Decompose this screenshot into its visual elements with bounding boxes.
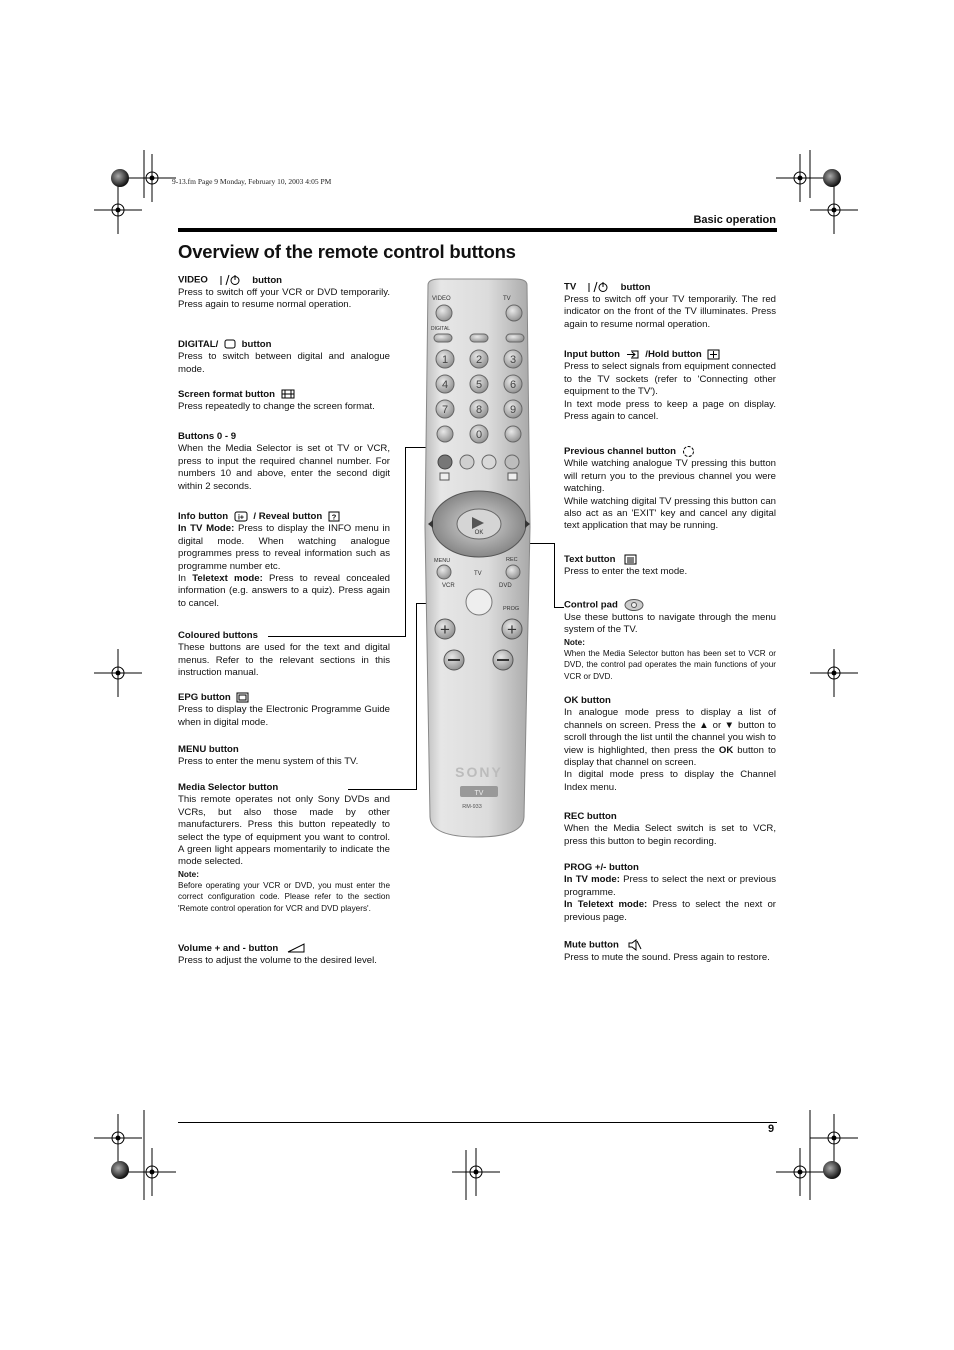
remote-epg-button[interactable] — [440, 473, 449, 480]
control-pad-section: Control pad Use these buttons to navigate through the menu system of the TV. Note: When the Media Selector button has been set to VCR or DVD, the control pad operates the main functions of your VCR or DVD. — [564, 599, 776, 681]
rec-description: When the Media Select switch is set to VCR, press this button to begin recording. — [564, 823, 776, 847]
previous-channel-description: While watching analogue TV pressing this button will return you to the previous channel you were watching. — [564, 458, 776, 495]
svg-text:i+: i+ — [237, 514, 244, 522]
leader-control-v — [554, 543, 555, 608]
screen-format-title: Screen format button — [178, 389, 276, 400]
leader-media-v — [416, 603, 417, 790]
svg-text:0: 0 — [475, 429, 483, 441]
input-description: Press to select signals from equipment connected to the TV sockets (refer to 'Connecting other equipment to the TV'). — [564, 361, 776, 398]
media-selector-section: Media Selector button This remote operates not only Sony DVDs and VCRs, but also those made by other manufacturers. Press this button repeatedly to select the type of equipment you want to control. A green light appears momentarily to indicate the mode selected. Note: Before operating your VCR or DVD, you must enter the correct configuration code. Please refer to the section 'Remote control operation for VCR and DVD players'. — [178, 782, 390, 913]
leader-coloured — [268, 636, 406, 637]
remote-dvd-label: DVD — [499, 583, 512, 589]
svg-text:+: + — [507, 620, 517, 639]
section-label: Basic operation — [693, 214, 776, 226]
svg-text:6: 6 — [509, 379, 517, 391]
svg-text:5: 5 — [475, 379, 483, 391]
media-selector-note: Before operating your VCR or DVD, you must enter the correct configuration code. Please refer to the section 'Remote control operation for VCR and DVD players'. — [178, 881, 390, 913]
rec-button-section — [564, 811, 776, 848]
svg-text:3: 3 — [509, 354, 517, 366]
buttons-0-9-section — [178, 431, 390, 493]
page-number: 9 — [768, 1123, 775, 1135]
epg-title: EPG button — [178, 692, 231, 704]
ok-button-section: OK button In analogue mode press to display a list of channels on screen. Press the ▲ or ▼ button to scroll through the list until the channel you wish to view is highlighted, then press the OK button to display that channel on screen. In digital mode press to display the Channel Index menu. — [564, 695, 777, 793]
mute-button-section — [564, 939, 776, 964]
svg-text:9: 9 — [509, 404, 517, 416]
left-column — [178, 0, 390, 1000]
text-icon — [624, 554, 637, 565]
screen-format-icon — [281, 389, 295, 399]
mute-description: Press to mute the sound. Press again to restore. — [564, 951, 770, 963]
ok-description: In analogue mode press to display a list of channels on screen. Press the ▲ or ▼ button to scroll through the list until the channel you wish to view is highlighted, then press the OK button to display that channel on screen. — [564, 707, 777, 769]
menu-description: Press to enter the menu system of this TV. — [178, 756, 359, 768]
control-pad-icon — [624, 599, 644, 611]
blue-button[interactable] — [505, 455, 519, 469]
digital-icon — [224, 339, 236, 349]
remote-video-power-button[interactable] — [436, 305, 452, 321]
leader-media — [348, 789, 417, 790]
info-icon — [234, 511, 248, 522]
svg-text:OK: OK — [474, 530, 484, 536]
remote-screen-format-button[interactable] — [470, 334, 488, 342]
control-pad-description: Use these buttons to navigate through the menu system of the TV. — [564, 611, 776, 636]
menu-button-section — [178, 744, 390, 769]
hold-icon — [707, 349, 720, 360]
footer-rule — [178, 1122, 777, 1123]
video-button-section: VIDEO button Press to switch off your VCR or DVD temporarily. Press again to resume normal operation. — [178, 274, 390, 311]
reveal-icon — [328, 511, 340, 522]
remote-control-illustration — [420, 277, 535, 842]
red-button[interactable] — [438, 455, 452, 469]
page-title: Overview of the remote control buttons — [178, 241, 516, 262]
screen-format-description: Press repeatedly to change the screen format. — [178, 401, 375, 413]
remote-menu-label: MENU — [434, 558, 451, 564]
remote-prog-label: PROG — [503, 606, 520, 612]
digital-description: Press to switch between digital and analogue mode. — [178, 351, 390, 375]
volume-title: Volume + and - button — [178, 943, 279, 954]
green-button[interactable] — [460, 455, 474, 469]
input-button-section: Input button /Hold button Press to select signals from equipment connected to the TV sockets (refer to 'Connecting other equipment to the TV'). In text mode press to keep a page on display. Press again to cancel. — [564, 349, 776, 423]
rec-title: REC button — [564, 811, 617, 822]
volume-icon — [287, 943, 305, 953]
input-icon — [626, 349, 640, 360]
svg-text:7: 7 — [441, 404, 449, 416]
remote-digital-label: DIGITAL — [431, 326, 451, 332]
remote-rec-label: REC — [506, 557, 518, 563]
leader-control-h — [554, 607, 564, 608]
prog-title: PROG +/- button — [564, 862, 639, 873]
power-icon — [587, 281, 609, 293]
digital-button-section: DIGITAL/ button Press to switch between digital and analogue mode. — [178, 339, 390, 375]
svg-text:?: ? — [331, 512, 337, 522]
file-info: 9-13.fm Page 9 Monday, February 10, 2003 4:05 PM — [172, 177, 332, 186]
video-description: Press to switch off your VCR or DVD temporarily. Press again to resume normal operation. — [178, 286, 390, 311]
power-icon — [219, 274, 241, 286]
remote-previous-channel-button[interactable] — [505, 426, 521, 442]
remote-rec-button[interactable] — [506, 565, 520, 579]
epg-button-section — [178, 692, 390, 729]
remote-video-label: VIDEO — [432, 296, 451, 302]
text-button-section — [564, 554, 776, 579]
svg-text:8: 8 — [475, 404, 483, 416]
prog-button-section: PROG +/- button In TV mode: Press to select the next or previous programme. In Teletext mode: Press to select the next or previous page. — [564, 862, 777, 923]
ok-title: OK button — [564, 695, 611, 706]
remote-input-button[interactable] — [506, 334, 524, 342]
previous-channel-title: Previous channel button — [564, 446, 676, 458]
menu-title: MENU button — [178, 744, 239, 755]
buttons-0-9-description: When the Media Selector is set ot TV or VCR, press to input the required channel number. For numbers 10 and above, enter the second digit within 2 seconds. — [178, 443, 390, 492]
volume-description: Press to adjust the volume to the desired level. — [178, 955, 377, 967]
video-title: VIDEO — [178, 274, 208, 286]
epg-icon — [236, 692, 249, 703]
remote-digital-button[interactable] — [434, 334, 452, 342]
down-arrow-icon: ▼ — [724, 719, 735, 731]
text-description: Press to enter the text mode. — [564, 566, 688, 578]
control-pad-note: When the Media Selector button has been set to VCR or DVD, the control pad operates the main functions of your VCR or DVD. — [564, 649, 776, 681]
coloured-buttons-section — [178, 630, 390, 680]
tv-button-section: TV button Press to switch off your TV temporarily. The red indicator on the front of the TV illuminates. Press again to resume normal operation. — [564, 281, 776, 330]
svg-text:+: + — [440, 620, 450, 639]
info-button-section: Info button i+ / Reveal button ? In TV Mode: Press to display the INFO menu in digital mode. When watching analogue programmes press to reveal information such as programme number etc. In Teletext mode: Press to reveal concealed information (e.g. answers to a quiz). Press again to cancel. — [178, 511, 391, 609]
previous-channel-section: Previous channel button While watching analogue TV pressing this button will return you to the previous channel you were watching. While watching digital TV pressing this button can also act as an 'EXIT' key and cancel any digital text application that may be running. — [564, 446, 776, 532]
tv-title: TV — [564, 281, 577, 293]
leader-buttons-0-9-v — [405, 447, 406, 637]
mute-icon — [628, 939, 642, 951]
previous-channel-icon — [682, 445, 695, 458]
remote-tv-mode-label: TV — [474, 571, 482, 577]
remote-tv-power-button[interactable] — [506, 305, 522, 321]
buttons-0-9-title: Buttons 0 - 9 — [178, 431, 237, 442]
remote-brand-logo: SONY — [455, 764, 503, 780]
yellow-button[interactable] — [482, 455, 496, 469]
remote-model: RM-933 — [462, 804, 482, 810]
remote-text-button[interactable] — [508, 473, 517, 480]
screen-format-section — [178, 389, 390, 414]
svg-text:4: 4 — [441, 379, 449, 391]
epg-description: Press to display the Electronic Programme Guide when in digital mode. — [178, 704, 390, 728]
volume-button-section — [178, 943, 390, 968]
mute-title: Mute button — [564, 939, 619, 951]
coloured-buttons-title: Coloured buttons — [178, 630, 258, 641]
remote-media-selector-button[interactable] — [466, 589, 492, 615]
coloured-buttons-description: These buttons are used for the text and digital menus. Refer to the relevant sections in this instruction manual. — [178, 642, 390, 679]
media-selector-title: Media Selector button — [178, 782, 279, 793]
text-title: Text button — [564, 554, 616, 566]
remote-info-button[interactable] — [437, 426, 453, 442]
input-title: Input button — [564, 349, 620, 361]
info-title: Info button — [178, 511, 229, 523]
remote-menu-button[interactable] — [437, 565, 451, 579]
svg-text:1: 1 — [441, 354, 449, 366]
right-column — [564, 0, 776, 1000]
control-pad-title: Control pad — [564, 599, 618, 611]
up-arrow-icon: ▲ — [699, 719, 710, 731]
digital-title: DIGITAL/ — [178, 339, 219, 350]
media-selector-description: This remote operates not only Sony DVDs and VCRs, but also those made by other manufacturers. Press this button repeatedly to select the type of equipment you want to control. A green light appears momentarily to indicate the mode selected. — [178, 794, 390, 868]
tv-description: Press to switch off your TV temporarily. The red indicator on the front of the TV illuminates. Press again to resume normal operation. — [564, 293, 776, 330]
remote-tv-label: TV — [503, 296, 511, 302]
svg-text:2: 2 — [475, 354, 483, 366]
remote-vcr-label: VCR — [442, 583, 455, 589]
svg-text:TV: TV — [474, 790, 484, 797]
